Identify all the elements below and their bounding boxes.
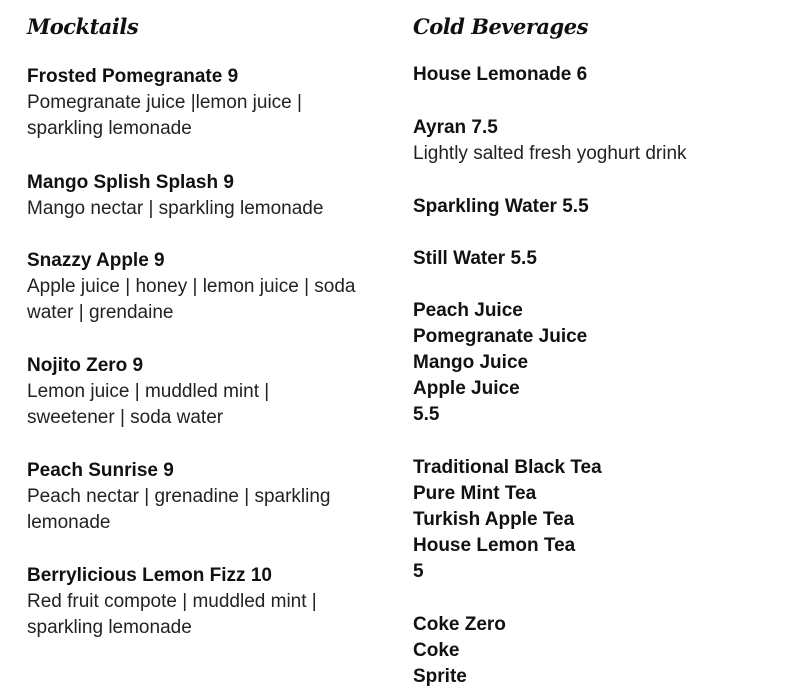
item-name: Berrylicious Lemon Fizz 10: [27, 565, 272, 586]
menu-item: [27, 248, 397, 326]
item-name: House Lemon Tea: [413, 535, 576, 556]
cold-beverages-heading: Cold Beverages: [413, 14, 588, 39]
item-name: Apple Juice: [413, 378, 520, 399]
menu-item: [27, 458, 397, 536]
item-name: Snazzy Apple 9: [27, 250, 165, 271]
mocktails-heading: Mocktails: [27, 14, 139, 39]
item-name: Turkish Apple Tea: [413, 509, 575, 530]
item-name: Still Water 5.5: [413, 248, 537, 269]
item-name: Mango Juice: [413, 352, 529, 373]
tea-group: [413, 455, 793, 585]
item-name: Pure Mint Tea: [413, 483, 537, 504]
item-name: Nojito Zero 9: [27, 355, 144, 376]
item-description: Lightly salted fresh yoghurt drink: [413, 143, 687, 164]
item-name: House Lemonade 6: [413, 64, 588, 85]
item-name: Frosted Pomegranate 9: [27, 66, 239, 87]
menu-item: [413, 62, 793, 88]
menu-item: [27, 563, 397, 641]
item-name: Mango Splish Splash 9: [27, 172, 234, 193]
item-name: Coke Zero: [413, 614, 506, 635]
item-name: Sprite: [413, 666, 467, 687]
menu-item: [413, 194, 793, 220]
item-description: Peach nectar | grenadine | sparkling lemonade: [27, 486, 331, 533]
item-description: Red fruit compote | muddled mint | sparkling lemonade: [27, 591, 317, 638]
menu-item: [413, 115, 793, 167]
item-description: Apple juice | honey | lemon juice | soda water | grendaine: [27, 276, 356, 323]
menu-item: [27, 170, 397, 222]
soda-group: [413, 612, 793, 690]
item-name: Pomegranate Juice: [413, 326, 588, 347]
item-description: Mango nectar | sparkling lemonade: [27, 198, 324, 219]
item-name: Peach Juice: [413, 300, 523, 321]
item-name: Traditional Black Tea: [413, 457, 602, 478]
juice-group: [413, 298, 793, 428]
item-description: Pomegranate juice |lemon juice | sparkling lemonade: [27, 92, 302, 139]
group-price: 5: [413, 561, 424, 582]
item-name: Coke: [413, 640, 460, 661]
group-price: 5.5: [413, 404, 440, 425]
menu-item: [27, 353, 397, 431]
item-name: Sparkling Water 5.5: [413, 196, 589, 217]
item-name: Peach Sunrise 9: [27, 460, 174, 481]
menu-item: [27, 64, 397, 142]
item-name: Ayran 7.5: [413, 117, 498, 138]
menu-item: [413, 246, 793, 272]
item-description: Lemon juice | muddled mint | sweetener | soda water: [27, 381, 270, 428]
